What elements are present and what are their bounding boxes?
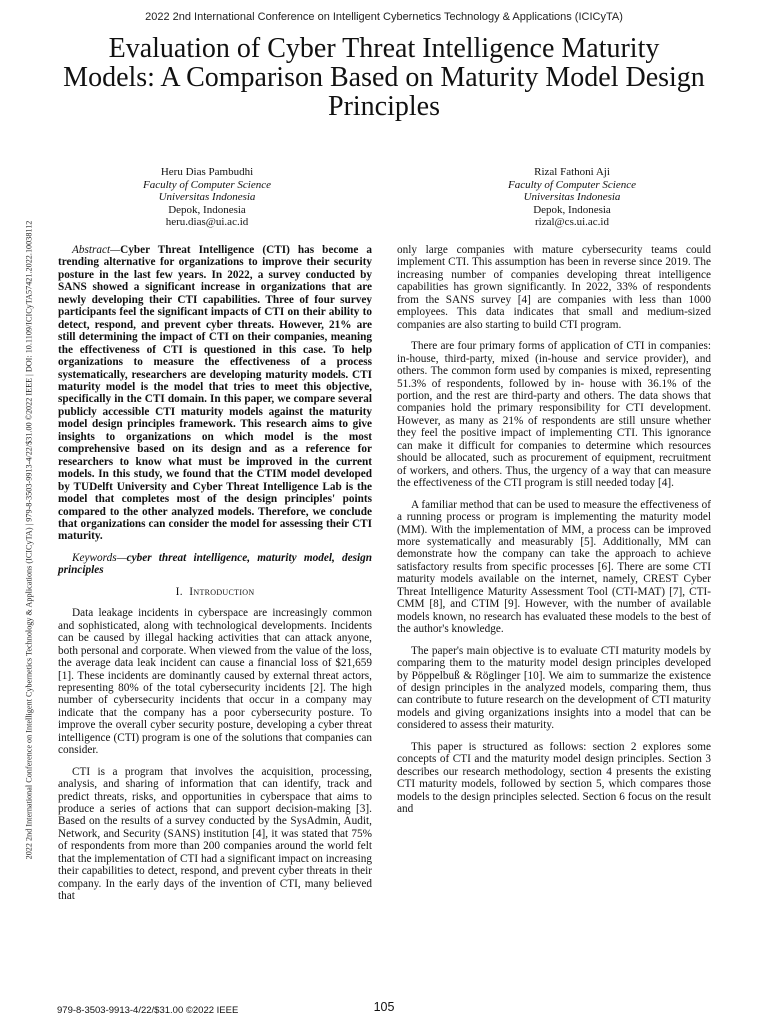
paper-title: Evaluation of Cyber Threat Intelligence Maturity Models: A Comparison Based on Maturity Model Design Principles: [63, 33, 705, 122]
conference-header: 2022 2nd International Conference on Intelligent Cybernetics Technology & Applications (ICICyTA): [145, 11, 623, 23]
author-block-2: [472, 166, 672, 229]
section-number: I.: [175, 585, 183, 598]
body-paragraph: Data leakage incidents in cyberspace are increasingly common and sophisticated, along with technological developments. Incidents can be caused by illegal hacking activities that can attack anyone, both personal and corporate. When viewed from the value of the loss, the average data leak incident can cause a financial loss of $21,659 [1]. These incidents are dominantly caused by external threat actors, representing 80% of the total cybersecurity incidents [2]. The high number of cybersecurity incidents that occur in a company may indicate that the company has a poor cybersecurity posture. To improve the overall cyber security posture, developing a cyber threat intelligence (CTI) program is one of the solutions that companies can consider.: [58, 607, 372, 757]
body-paragraph: The paper's main objective is to evaluate CTI maturity models by comparing them to the maturity model design principles developed by Pöppelbuß & Röglinger [10]. We aim to summarize the existence of design principles in the analyzed models, comparing them, thus can contribute to future research on the development of CTI maturity models and giving organizations insights into a model that can be considered to assess their maturity.: [397, 644, 711, 732]
abstract: [58, 244, 372, 543]
author-affiliation: Faculty of Computer Science: [508, 178, 636, 191]
body-paragraph: There are four primary forms of application of CTI in companies: in-house, third-party, mixed (in-house and service provider), and others. The common form used by companies is mixed, representing 51.3% of respondents, followed by in- house with 36.1% of the portion, and the rest are third-party and others. The data shows that companies hold the primary responsibility for CTI development. However, as many as 21% of respondents are still unsure whether they feel the positive impact of implementing CTI. This ignorance can make it difficult for companies to determine which resources should be allocated, such as procurement of equipment, recruitment of workers, and others. Thus, the urgency of a way that can measure the effectiveness of the CTI program is still needed today [4].: [397, 340, 711, 490]
author-block-1: [107, 166, 307, 229]
author-university: Universitas Indonesia: [523, 191, 621, 203]
author-name: Heru Dias Pambudhi: [160, 166, 254, 178]
body-paragraph: A familiar method that can be used to measure the effectiveness of a running process or program is implementing the maturity model (MM). With the implementation of MM, a process can be improved more systematically and measurably [5]. Additionally, MM can demonstrate how the company can take the approach to achieve satisfactory results from specific processes [6]. There are some CTI maturity models available on the internet, namely, CREST Cyber Threat Intelligence Maturity Assessment Tool (CTI-MAT) [7], CTI-CMM [8], and CTIM [9]. However, with the number of available models known, no research has evaluated these models to the best of the author's knowledge.: [397, 498, 711, 636]
author-name: Rizal Fathoni Aji: [534, 166, 610, 178]
footer-copyright: 979-8-3503-9913-4/22/$31.00 ©2022 IEEE: [57, 1005, 239, 1016]
right-column: [397, 244, 711, 824]
keywords-label: Keywords—: [72, 551, 127, 564]
author-email: heru.dias@ui.ac.id: [165, 216, 249, 228]
page-number: 105: [373, 1000, 395, 1014]
author-affiliation: Faculty of Computer Science: [143, 178, 271, 191]
author-email: rizal@cs.ui.ac.id: [535, 216, 609, 228]
side-doi-text: 2022 2nd International Conference on Intelligent Cybernetics Technology & Applications (ICICyTA) | 979-8-3503-9913-4/22/$31.00 ©2022 IEEE | DOI: 10.1109/ICICyTA57421.2022.10038112: [24, 220, 34, 860]
section-title: Introduction: [189, 585, 255, 598]
left-column: [58, 244, 372, 912]
author-city: Depok, Indonesia: [533, 203, 611, 216]
keywords: [58, 552, 372, 577]
body-paragraph: CTI is a program that involves the acquisition, processing, analysis, and sharing of information that can identify, track and predict threats, risks, and opportunities in cyberspace that aims to produce a series of actions that can support decision-making [3]. Based on the results of a survey conducted by the SysAdmin, Audit, Network, and Security (SANS) institution [4], it was stated that 75% of respondents from more than 200 companies around the world felt that the implementation of CTI had a significant impact on increasing their capabilities to detect, respond, and prevent cyber threats in their company. In the early days of the invention of CTI, many believed that: [58, 765, 372, 903]
body-paragraph: This paper is structured as follows: section 2 explores some concepts of CTI and the maturity model design principles. Section 3 describes our research methodology, section 4 presents the existing CTI maturity models, followed by section 5, which compares those models to the design principles selected. Section 6 focus on the result and: [397, 740, 711, 816]
abstract-label: Abstract—: [72, 244, 121, 256]
section-heading: [58, 586, 372, 598]
side-doi-note: [24, 130, 34, 950]
body-paragraph: only large companies with mature cybersecurity teams could implement CTI. This assumption has been in reverse since 2019. The increasing number of companies developing threat intelligence capabilities has grown significantly. In 2022, 33% of respondents from the SANS survey [4] are companies with less than 1000 employees. This data indicates that small and medium-sized companies are also starting to build CTI program.: [397, 244, 711, 331]
keywords-text: cyber threat intelligence, maturity model, design principles: [58, 551, 372, 577]
author-city: Depok, Indonesia: [168, 203, 246, 216]
abstract-text: Cyber Threat Intelligence (CTI) has become a trending alternative for organizations to improve their security posture in the last few years. In 2022, a survey conducted by SANS showed a significant increase in organizations that are newly developing their CTI capabilities. Three of four survey participants feel the significant impacts of CTI on their ability to detect, respond, and prevent cyber threats. However, 21% are still determining the impact of CTI on their companies, meaning the effectiveness of CTI is questioned in this case. To help organizations to measure the effectiveness of a process systematically, researchers are developing maturity models. CTI maturity model is the model that tries to meet this objective, specifically in the CTI domain. In this paper, we compare several publicly accessible CTI maturity models against the maturity model design principles framework. This research aims to give insights to organizations on which model is the most comprehensive based on its design and as a reference for researchers to know what must be improved in the current models. In this study, we found that the CTIM model developed by TUDelft University and Cyber Threat Intelligence Lab is the model that completes most of the design principles' points compared to the other analyzed models. Therefore, we conclude that organizations can consider the model for assessing their CTI maturity.: [58, 244, 372, 543]
author-university: Universitas Indonesia: [158, 191, 256, 203]
